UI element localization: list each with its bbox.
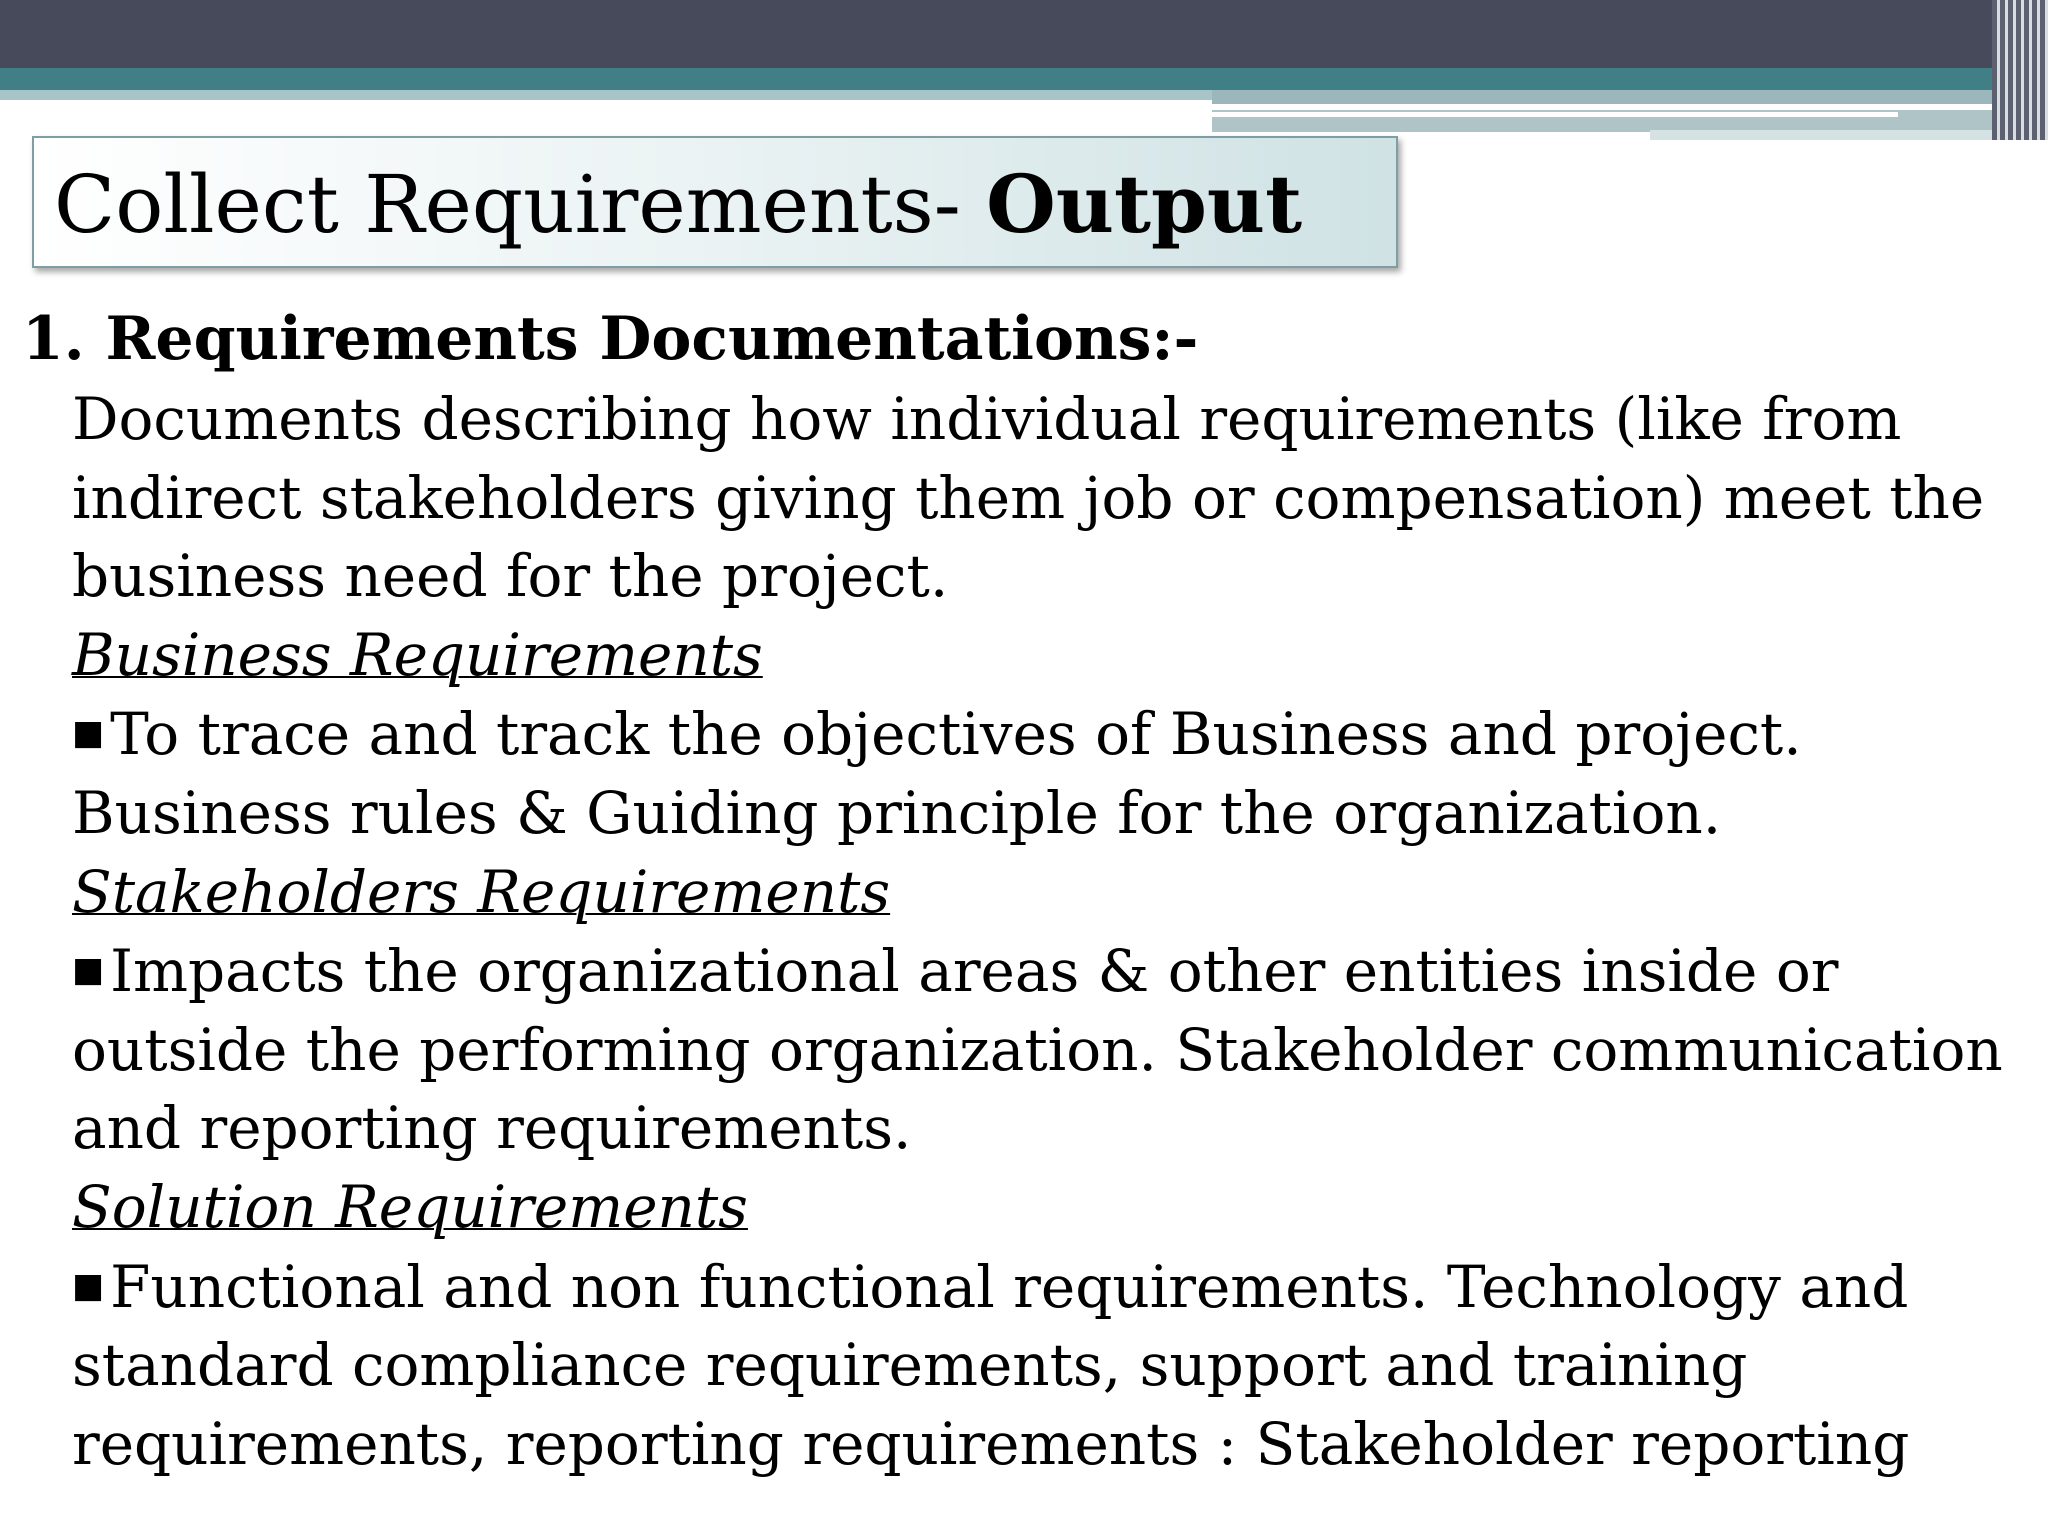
- body-line: requirements, reporting requirements : Stakeholder reporting: [72, 1409, 1910, 1478]
- body-line: standard compliance requirements, support and training: [72, 1331, 1748, 1400]
- slide-title-bold: Output: [986, 157, 1303, 251]
- subheading-business-requirements: Business Requirements: [72, 620, 763, 689]
- header-accent-line: [1212, 112, 1898, 117]
- header-band-fade: [1650, 130, 1992, 140]
- body-line: Business rules & Guiding principle for the organization.: [72, 778, 1722, 847]
- bullet-square-icon: ■: [72, 713, 105, 754]
- body-line: business need for the project.: [72, 542, 949, 611]
- bullet-line: [72, 1247, 2032, 1327]
- subheading-stakeholders-requirements: Stakeholders Requirements: [72, 857, 891, 926]
- header-band-teal: [0, 68, 2048, 90]
- header-band-light: [0, 90, 1212, 100]
- section-body: [72, 380, 2032, 1483]
- slide-title: [54, 156, 1302, 253]
- bullet-square-icon: ■: [72, 1265, 105, 1306]
- body-line: and reporting requirements.: [72, 1094, 912, 1163]
- header-band-accent: [1212, 90, 1992, 104]
- section-heading: 1. Requirements Documentations:-: [22, 304, 1199, 374]
- bullet-square-icon: ■: [72, 950, 105, 991]
- body-line: Documents describing how individual requirements (like from: [72, 385, 1902, 453]
- bullet-text: Functional and non functional requirements. Technology and: [110, 1252, 1909, 1321]
- header-band-dark: [0, 0, 2048, 68]
- slide-title-regular: Collect Requirements-: [54, 158, 987, 251]
- bullet-line: [72, 931, 2032, 1011]
- title-box: [32, 136, 1398, 268]
- subheading-solution-requirements: Solution Requirements: [72, 1172, 748, 1241]
- bullet-text: To trace and track the objectives of Business and project.: [110, 700, 1802, 769]
- body-line: indirect stakeholders giving them job or compensation) meet the: [72, 463, 1985, 532]
- bullet-text: Impacts the organizational areas & other entities inside or: [110, 937, 1839, 1006]
- body-line: outside the performing organization. Stakeholder communication: [72, 1015, 2003, 1084]
- corner-stripes: [1992, 0, 2048, 140]
- bullet-line: [72, 694, 2032, 774]
